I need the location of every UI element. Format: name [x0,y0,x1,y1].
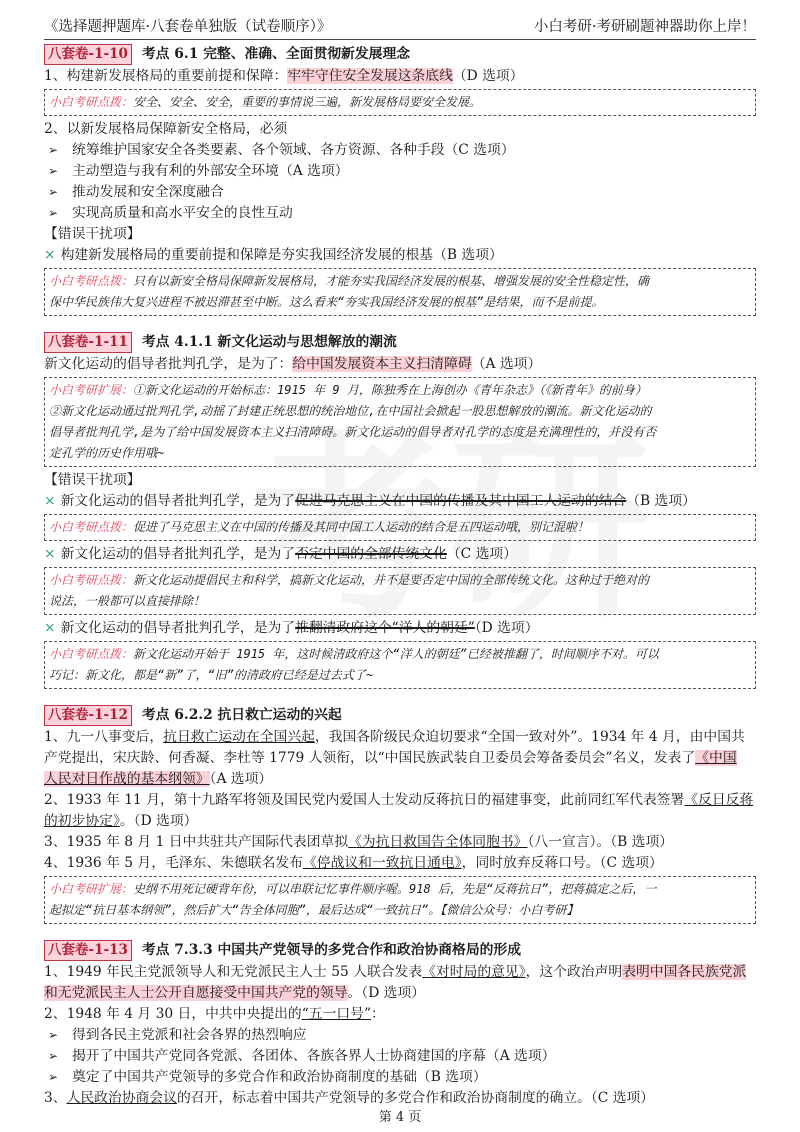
option-label: （C 选项） [446,546,518,562]
cross-icon: × [44,493,56,509]
list-item: ➢ 统筹维护国家安全各类要素、各个领域、各方资源、各种手段（C 选项） [44,140,756,161]
question-line [44,354,756,375]
tip-line [49,570,751,591]
section-title: 考点 6.1 完整、准确、全面贯彻新发展理念 [141,46,411,62]
text: 1、1949 年民主党派领导人和无党派民主人士 55 人联合发表 [44,964,423,980]
struck-text: 促进马克思主义在中国的传播及其中国工人运动的结合 [295,493,627,509]
paragraph-line [44,1004,756,1025]
text: 1、九一八事变后， [44,729,164,745]
option-label: （D 选项） [474,620,539,636]
text: 3、1935 年 8 月 1 日中共驻共产国际代表团草拟 [44,834,349,850]
question-line [44,66,756,87]
section-1-11 [44,330,756,689]
tip-line: 倡导者批判孔学,是为了给中国发展资本主义扫清障碍。新文化运动的倡导者对孔学的态度是充满理性的，并没有否 [49,425,657,439]
wrong-option [44,245,756,266]
tip-text: 史纲不用死记硬背年份，可以串联记忆事件顺序喔。918 后，先是“反蒋抗日”，把蒋搞定之后，一 [133,882,657,896]
underlined-text: 《停战议和一致抗日通电》 [302,855,462,871]
list-item: ➢ 主动塑造与我有利的外部安全环境（A 选项） [44,161,756,182]
paragraph-line [44,811,756,832]
cross-icon: × [44,546,56,562]
section-heading [44,703,756,727]
underlined-text: 人民政治协商会议 [66,1090,177,1106]
option-label: 。（D 选项） [119,813,198,829]
tip-line: 定孔学的历史作用哦~ [49,446,165,460]
tip-text: 安全、安全、安全，重要的事情说三遍，新发展格局要安全发展。 [133,95,482,109]
highlighted-answer: 表明中国各民族党派 [622,964,747,980]
question-line: 2、以新发展格局保障新安全格局，必须 [44,121,288,137]
tip-label: 小白考研点拨： [49,573,134,587]
list-item: ➢ 实现高质量和高水平安全的良性互动 [44,203,756,224]
text: 新文化运动的倡导者批判孔学，是为了 [60,493,296,509]
option-label: （A 选项） [209,771,273,787]
tip-text: 促进了马克思主义在中国的传播及其同中国工人运动的结合是五四运动哦，别记混啦！ [133,520,590,534]
paragraph-line [44,853,756,874]
tip-label: 小白考研点拨： [49,95,134,109]
tip-line [49,879,751,900]
tip-text: 新文化运动提倡民主和科学，搞新文化运动，并不是要否定中国的全部传统文化。这种过于绝对的 [133,573,650,587]
underlined-text: 抗日救亡运动在全国兴起 [163,729,315,745]
wrong-options-heading: 【错误干扰项】 [44,226,141,242]
text: ，同时放弃反蒋口号。（C 选项） [461,855,663,871]
text: 新文化运动的倡导者批判孔学，是为了 [60,546,296,562]
paragraph-line [44,983,756,1004]
highlighted-answer: 人民对日作战的基本纲领》 [44,771,210,787]
highlighted-answer: 给中国发展资本主义扫清障碍 [292,356,472,372]
section-tag: 八套卷-1-12 [44,705,132,726]
text: 3、 [44,1090,67,1106]
underlined-text: 《对时局的意见》 [422,964,526,980]
tip-label: 小白考研点拨： [49,520,134,534]
section-heading [44,938,756,962]
section-title: 考点 4.1.1 新文化运动与思想解放的潮流 [141,334,397,350]
text: 1、构建新发展格局的重要前提和保障： [44,68,288,84]
underlined-text: 的初步协定》 [44,813,120,829]
paragraph-line [44,832,756,853]
section-1-13 [44,938,756,1109]
highlighted-answer: 《中国 [695,750,737,766]
option-label: （A 选项） [471,356,542,372]
cross-icon: × [44,620,56,636]
text: 构建新发展格局的重要前提和保障是夯实我国经济发展的根基（B 选项） [60,247,503,263]
text: 2、1948 年 4 月 30 日，中共中央提出的 [44,1006,302,1022]
text: （八一宣言）。（B 选项） [527,834,674,850]
tip-box [44,514,756,541]
tip-label: 小白考研点拨： [49,274,134,288]
tip-label: 小白考研扩展： [49,882,134,896]
text: 新文化运动的倡导者批判孔学，是为了： [44,356,293,372]
paragraph-line [44,790,756,811]
section-1-10 [44,42,756,316]
list-item: ➢ 得到各民主党派和社会各界的热烈响应 [44,1025,756,1046]
list-item: ➢ 奠定了中国共产党领导的多党合作和政治协商制度的基础（B 选项） [44,1067,756,1088]
list-item: ➢ 推动发展和安全深度融合 [44,182,756,203]
highlighted-answer: 牢牢守住安全发展这条底线 [287,68,453,84]
tip-line: 保中华民族伟大复兴进程不被迟滞甚至中断。这么看来“夯实我国经济发展的根基”是结果，而不是前提。 [49,295,604,309]
text: 2、1933 年 11 月，第十九路军将领及国民党内爱国人士发动反蒋抗日的福建事变，此前同红军代表签署 [44,792,685,808]
list-item: ➢ 揭开了中国共产党同各党派、各团体、各族各界人士协商建国的序幕（A 选项） [44,1046,756,1067]
tip-box [44,268,756,316]
tip-line: 巧记：新文化，都是“新”了，“旧”的清政府已经是过去式了~ [49,668,374,682]
tip-box [44,567,756,615]
tip-label: 小白考研点拨： [49,647,134,661]
section-tag: 八套卷-1-11 [44,332,132,353]
tip-line: 起拟定“抗日基本纲领”，然后扩大“告全体同胞”，最后达成“一致抗日”。【微信公众号：小白考研】 [49,903,579,917]
paragraph-line [44,727,756,748]
section-title: 考点 7.3.3 中国共产党领导的多党合作和政治协商格局的形成 [141,942,522,958]
wrong-option [44,491,756,512]
section-tag: 八套卷-1-13 [44,940,132,961]
option-label: 。（D 选项） [347,985,426,1001]
page-number: 第 4 页 [378,1110,422,1125]
tip-text: 只有以新安全格局保障新发展格局，才能夯实我国经济发展的根基、增强发展的安全性稳定性，确 [133,274,650,288]
tip-text: 新文化运动开始于 1915 年，这时候清政府这个“洋人的朝廷”已经被推翻了，时间顺序不对。可以 [133,647,659,661]
underlined-text: “五一口号” [301,1006,372,1022]
underlined-text: 《反日反蒋 [684,792,754,808]
cross-icon: × [44,247,56,263]
tip-line [49,380,751,401]
text: ： [371,1006,385,1022]
tip-line: ②新文化运动通过批判孔学,动摇了封建正统思想的统治地位,在中国社会掀起一股思想解放的潮流。新文化运动的 [49,404,652,418]
text: 4、1936 年 5 月，毛泽东、朱德联名发布 [44,855,303,871]
section-tag: 八套卷-1-10 [44,44,132,65]
section-heading [44,330,756,354]
section-1-12 [44,703,756,924]
paragraph-line [44,962,756,983]
struck-text: 推翻清政府这个“洋人的朝廷” [295,620,475,636]
extension-box [44,876,756,924]
underlined-text: 《为抗日救国告全体同胞书》 [348,834,528,850]
tip-line [49,271,751,292]
option-label: （D 选项） [452,68,524,84]
tip-line: 说法，一般都可以直接排除！ [49,594,206,608]
paragraph-line [44,769,756,790]
text: 新文化运动的倡导者批判孔学，是为了 [60,620,296,636]
tip-box [44,89,756,116]
section-heading [44,42,756,66]
tip-line [49,644,751,665]
option-label: （B 选项） [626,493,696,509]
header-slogan: 小白考研·考研刷题神器助你上岸！ [533,19,756,35]
tip-label: 小白考研扩展： [49,383,134,397]
extension-box [44,377,756,467]
highlighted-answer: 和无党派民主人士公开自愿接受中国共产党的领导 [44,985,348,1001]
struck-text: 否定中国的全部传统文化 [295,546,447,562]
tip-box [44,641,756,689]
text: 产党提出，宋庆龄、何香凝、李杜等 1779 人领衔，以“中国民族武装自卫委员会筹备委员会”名义，发表了 [44,750,696,766]
text: 的召开，标志着中国共产党领导的多党合作和政治协商制度的确立。（C 选项） [176,1090,655,1106]
wrong-options-heading: 【错误干扰项】 [44,472,141,488]
page-header [44,8,756,40]
header-book-title: 《选择题押题库·八套卷单独版（试卷顺序）》 [44,19,332,35]
text: ，这个政治声明 [525,964,623,980]
section-title: 考点 6.2.2 抗日救亡运动的兴起 [141,707,342,723]
text: ，我国各阶级民众迫切要求“全国一致对外”。1934 年 4 月，由中国共 [314,729,745,745]
tip-text: ①新文化运动的开始标志：1915 年 9 月，陈独秀在上海创办《青年杂志》（《新青年》的前身） [133,383,647,397]
paragraph-line [44,748,756,769]
wrong-option [44,618,756,639]
wrong-option [44,544,756,565]
page-content [44,42,756,1123]
